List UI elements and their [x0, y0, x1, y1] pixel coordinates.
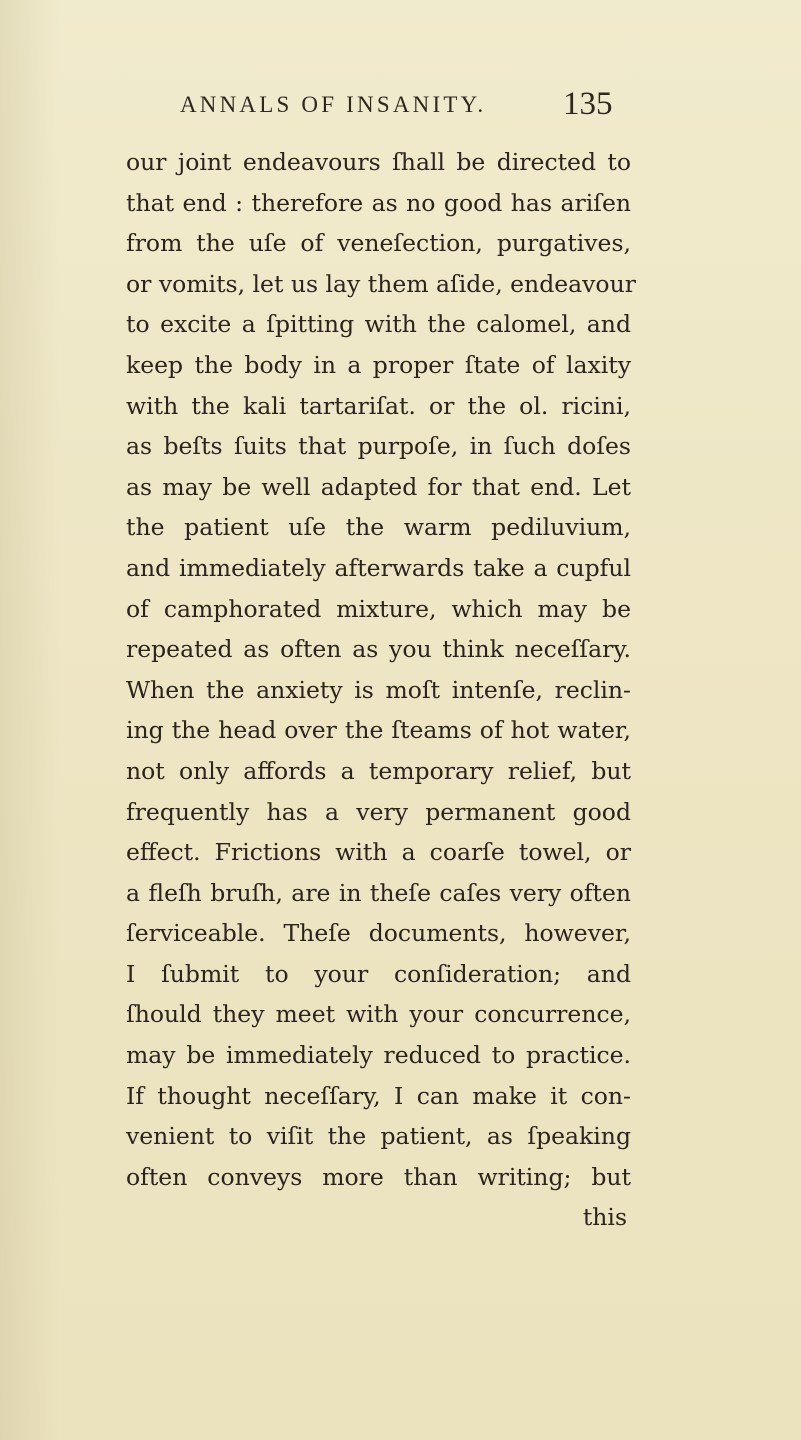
text-line: ing the head over the ſteams of hot water, [126, 716, 631, 745]
text-line: When the anxiety is moſt intenſe, reclin- [126, 675, 631, 704]
text-line: frequently has a very permanent good [126, 797, 631, 826]
text-line: may be immediately reduced to practice. [126, 1041, 631, 1070]
text-line: of camphorated mixture, which may be [126, 594, 631, 623]
text-line: not only affords a temporary relief, but [126, 756, 631, 785]
text-line: If thought neceſſary, I can make it con- [126, 1081, 631, 1110]
text-line: ſhould they meet with your concurrence, [126, 1000, 631, 1029]
text-line: venient to viſit the patient, as ſpeaking [126, 1122, 631, 1151]
text-line: as may be well adapted for that end. Let [126, 472, 631, 501]
text-line: or vomits, let us lay them aſide, endeavour [126, 269, 636, 298]
text-line: the patient uſe the warm pediluvium, [126, 513, 631, 542]
catchword: this [582, 1203, 627, 1232]
text-line: from the uſe of veneſection, purgatives, [126, 229, 631, 258]
text-line: often conveys more than writing; but [126, 1162, 631, 1191]
text-line: to excite a ſpitting with the calomel, and [126, 310, 631, 339]
text-line: with the kali tartariſat. or the ol. ricini, [126, 391, 631, 420]
body-text [126, 142, 636, 1238]
text-line: effect. Frictions with a coarſe towel, or [126, 838, 631, 867]
text-line: and immediately afterwards take a cupful [126, 553, 631, 582]
text-line: our joint endeavours ſhall be directed to [126, 148, 631, 176]
page-number: 135 [563, 86, 613, 122]
text-line: I ſubmit to your conſideration; and [126, 959, 631, 988]
text-line: as beſts ſuits that purpoſe, in ſuch doſes [126, 432, 631, 461]
running-head: ANNALS OF INSANITY. [180, 92, 487, 117]
text-line: keep the body in a proper ſtate of laxity [126, 350, 631, 379]
text-line: repeated as often as you think neceſſary. [126, 635, 631, 664]
text-line: ſerviceable. Theſe documents, however, [126, 919, 631, 948]
text-line: a fleſh bruſh, are in theſe caſes very often [126, 878, 631, 907]
page-header [180, 88, 660, 132]
text-line: that end : therefore as no good has ariſen [126, 188, 631, 217]
